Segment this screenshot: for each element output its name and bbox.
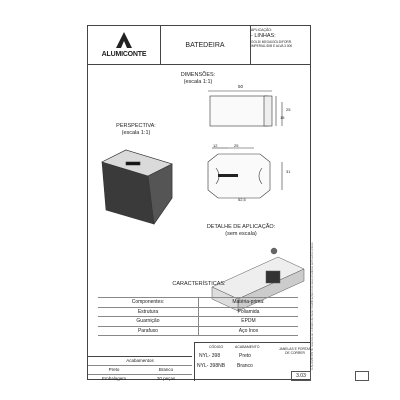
detail-heading: DETALHE DE APLICAÇÃO: (sem escala) [206,224,276,237]
dimensions-heading: DIMENSÕES: (escala 1:1) [180,72,216,85]
brand-mark-icon [115,31,133,49]
codes-box [194,342,311,381]
side-note: A ALUMICONTE reserva-se o direito de fazer modificações nos seus produtos sem aviso prévio. [310,241,314,370]
characteristics-title: CARACTERÍSTICAS: [172,281,226,287]
sheet-header [88,26,310,65]
dim-25b: 25 [234,143,239,148]
col-code: CÓDIGO [209,345,224,349]
window-icon [355,371,369,381]
finish-row: Preto Branco [88,365,192,374]
brand-logo [88,26,161,64]
dim-50: 50 [238,84,244,89]
col-finish: ACABAMENTO [235,345,260,349]
table-header [98,298,298,308]
characteristics-table [98,297,298,336]
dim-52: 52,5 [238,197,246,202]
finish-1: Preto [239,353,251,359]
application-label: APLICAÇÃO: [251,28,273,32]
application-detail: GOLD\ MEGA\GOLD\FORR. IMPERIAL\DIB E ALVA 3.000 [251,40,293,48]
application-box [251,28,310,64]
code-2: NYL- 398NB [197,363,226,369]
brand-name: ALUMICONTE [101,51,147,58]
dim-15: 15 [280,115,285,120]
finish-box [88,356,192,381]
table-row: Parafuso Aço Inox [98,326,298,336]
window-label: JANELAS E PORTAS DE CORRER [279,347,311,355]
dim-31: 31 [286,169,291,174]
table-row: Estrutura Poliamida [98,307,298,317]
finish-title: Acabamentos [126,358,154,363]
packing-row: Embalagem 20 peças [88,374,192,383]
page-number: 3.03 [291,371,311,381]
dim-25a: 25 [286,107,291,112]
technical-sheet [87,25,311,380]
table-row: Guarnição EPDM [98,317,298,327]
application-value: - LINHAS: [251,33,276,39]
col-components: Componentes: [98,298,198,308]
document-title: BATEDEIRA [160,26,251,64]
finish-2: Branco [237,363,253,369]
code-1: NYL- 398 [199,353,221,359]
dimension-drawing [198,82,291,202]
col-material: Matéria-prima: [198,298,298,308]
perspective-drawing [96,142,182,232]
perspective-heading: PERSPECTIVA: (escala 1:1) [116,123,156,136]
dim-12: 12 [213,143,218,148]
